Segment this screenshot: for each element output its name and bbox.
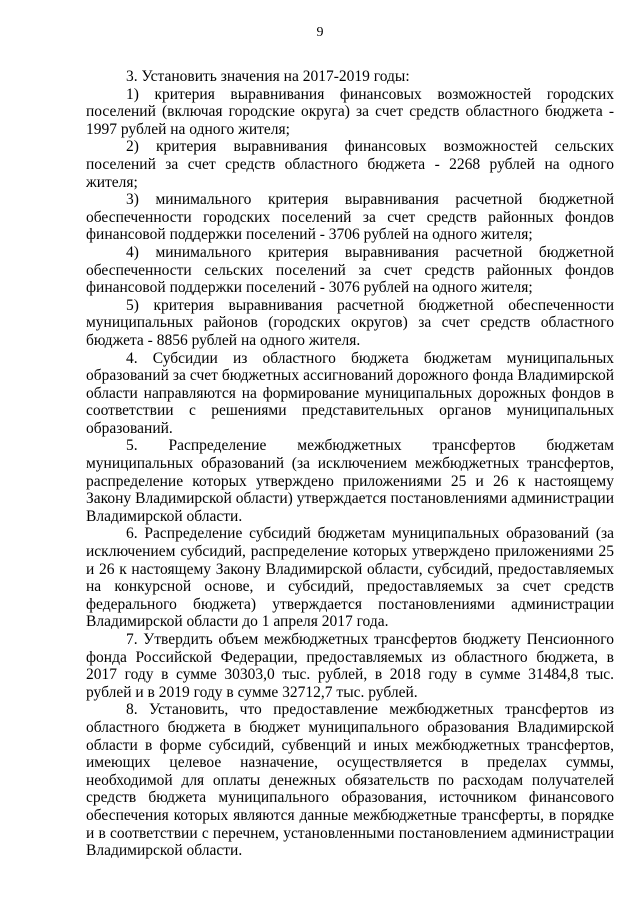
page-number: 9 xyxy=(316,25,324,40)
paragraph-item-5-municipal-districts: 5) критерия выравнивания расчетной бюджетной обеспеченности муниципальных районов (городских округов) за счет средств областного бюджета - 8856 рублей на одного жителя. xyxy=(86,296,614,349)
paragraph-section-6-subsidies: 6. Распределение субсидий бюджетам муниципальных образований (за исключением субсидий, распределение которых утверждено приложениями 25 и 26 к настоящему Закону Владимирской области, субсидий, предоставляемых на конкурсной основе, и субсидий, предоставляемых за счет средств федерального бюджета) утверждается постановлениями администрации Владимирской области до 1 апреля 2017 года. xyxy=(86,525,614,631)
paragraph-item-4-rural-minimum: 4) минимального критерия выравнивания расчетной бюджетной обеспеченности сельских поселений за счет средств районных фондов финансовой поддержки поселений - 3076 рублей на одного жителя; xyxy=(86,243,614,297)
paragraph-section-4-road-fund: 4. Субсидии из областного бюджета бюджетам муниципальных образований за счет бюджетных ассигнований дорожного фонда Владимирской области направляются на формирование муниципальных дорожных фондов в соответствии с решениями представительных органов муниципальных образований. xyxy=(86,349,614,437)
paragraph-item-1-urban-settlements: 1) критерия выравнивания финансовых возможностей городских поселений (включая городские округа) за счет средств областного бюджета - 1997 рублей на одного жителя; xyxy=(86,85,614,138)
paragraph-item-2-rural-settlements: 2) критерия выравнивания финансовых возможностей сельских поселений за счет средств областного бюджета - 2268 рублей на одного жителя; xyxy=(86,138,614,191)
paragraph-section-7-pension-fund: 7. Утвердить объем межбюджетных трансфертов бюджету Пенсионного фонда Российской Федерации, предоставляемых из областного бюджета, в 2017 году в сумме 30303,0 тыс. рублей, в 2018 году в сумме 31484,8 тыс. рублей и в 2019 году в сумме 32712,7 тыс. рублей. xyxy=(86,631,614,701)
paragraph-item-3-urban-minimum: 3) минимального критерия выравнивания расчетной бюджетной обеспеченности городских поселений за счет средств районных фондов финансовой поддержки поселений - 3706 рублей на одного жителя; xyxy=(86,191,614,244)
paragraph-section-3-heading: 3. Установить значения на 2017-2019 годы: xyxy=(126,68,410,85)
paragraph-section-8-targeted-transfers: 8. Установить, что предоставление межбюджетных трансфертов из областного бюджета в бюджет муниципального образования Владимирской области в форме субсидий, субвенций и иных межбюджетных трансфертов, имеющих целевое назначение, осуществляется в пределах суммы, необходимой для оплаты денежных обязательств по расходам получателей средств бюджета муниципального образования, источником финансового обеспечения которых являются данные межбюджетные трансферты, в порядке и в соответствии с перечнем, установленными постановлением администрации Владимирской области. xyxy=(86,701,614,860)
paragraph-section-5-transfers: 5. Распределение межбюджетных трансфертов бюджетам муниципальных образований (за исключением межбюджетных трансфертов, распределение которых утверждено приложениями 25 и 26 к настоящему Закону Владимирской области) утверждается постановлениями администрации Владимирской области. xyxy=(86,437,614,525)
document-body xyxy=(86,68,614,860)
